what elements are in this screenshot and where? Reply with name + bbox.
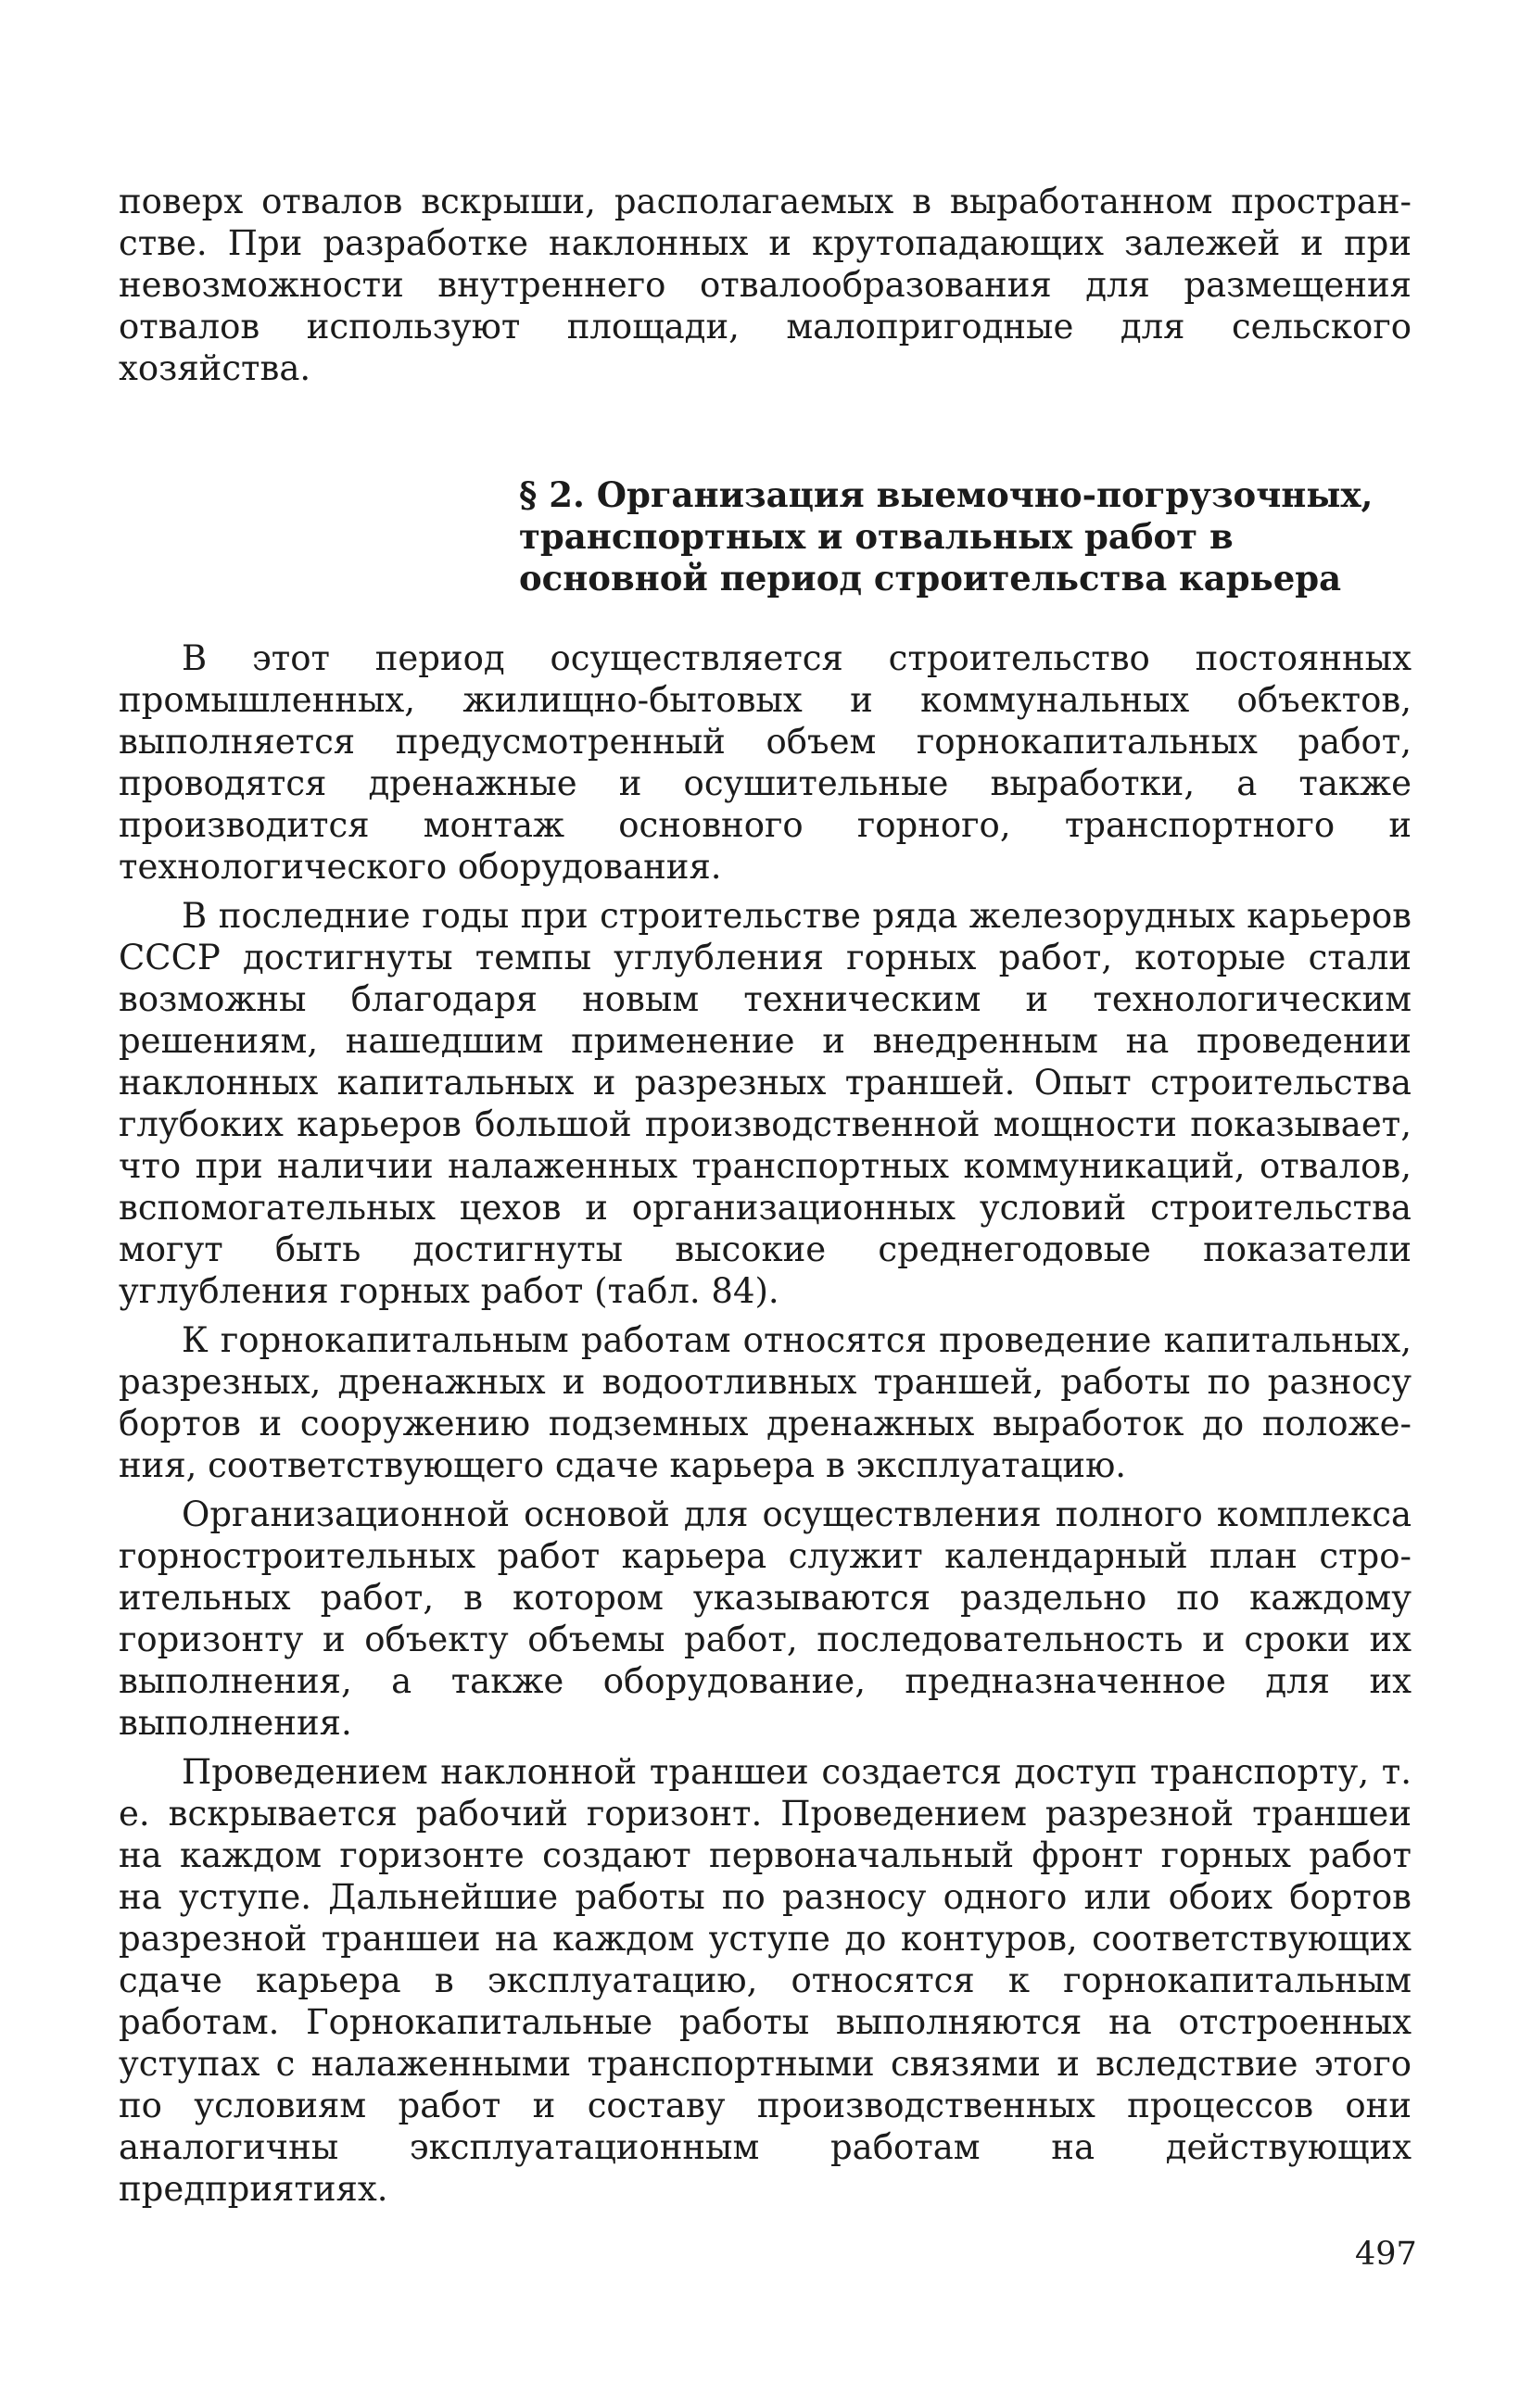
body-paragraph: Проведением наклонной траншеи создается доступ транспорту, т. е. вскрывается рабочий горизонт. Проведением разрезной траншеи на каждом горизонте создают первоначальный фронт горных работ на уступе. Дальнейшие работы по разносу одного или обоих бортов разрезной траншеи на каждом уступе до контуров, соответствующих сдаче карьера в эксплуатацию, относятся к горнокапитальным работам. Горнокапитальные работы выполняются на отстроенных уступах с налаженными транспортными связями и вследствие этого по условиям работ и составу производственных процессов они аналогичны эксплуатационным работам на действующих предприятиях. <box>119 1752 1412 2209</box>
body-paragraph: Организационной основой для осуществления полного комплекса горностроительных работ карьера служит календарный план строительных работ, в котором указываются раздельно по каждому горизонту и объекту объемы работ, последовательность и сроки их выполнения, а также оборудование, предназначенное для их выполнения. <box>119 1494 1412 1743</box>
continued-paragraph <box>119 181 1412 389</box>
page-number: 497 <box>1355 2236 1417 2273</box>
intro-paragraph-text: поверх отвалов вскрыши, располагаемых в выработанном пространстве. При разработке наклонных и крутопадающих залежей и при невозможности внутреннего отвалообразования для размещения отвалов используют площади, малопригодные для сельского хозяйства. <box>119 182 1412 388</box>
section-heading: § 2. Организация выемочно-погрузочных, транспортных и отвальных работ в основной период строительства карьера <box>519 474 1374 599</box>
body-paragraph: В последние годы при строительстве ряда железорудных карьеров СССР достигнуты темпы углубления горных работ, которые стали возможны благодаря новым техническим и технологическим решениям, нашедшим применение и внедренным на проведении наклонных капитальных и разрезных траншей. Опыт строительства глубоких карьеров большой производственной мощности показывает, что при наличии налаженных транспортных коммуникаций, отвалов, вспомогательных цехов и организационных условий строительства могут быть достигнуты высокие среднегодовые показатели углубления горных работ (табл. 84). <box>119 896 1412 1311</box>
body-paragraph: В этот период осуществляется строительство постоянных промышленных, жилищно-бытовых и коммунальных объектов, выполняется предусмотренный объем горнокапитальных работ, проводятся дренажные и осушительные выработки, а также производится монтаж основного горного, транспортного и технологического оборудования. <box>119 638 1412 887</box>
body-paragraph: К горнокапитальным работам относятся проведение капитальных, разрезных, дренажных и водоотливных траншей, работы по разносу бортов и сооружению подземных дренажных выработок до положения, соответствующего сдаче карьера в эксплуатацию. <box>119 1320 1412 1485</box>
section-body <box>119 637 1412 2210</box>
